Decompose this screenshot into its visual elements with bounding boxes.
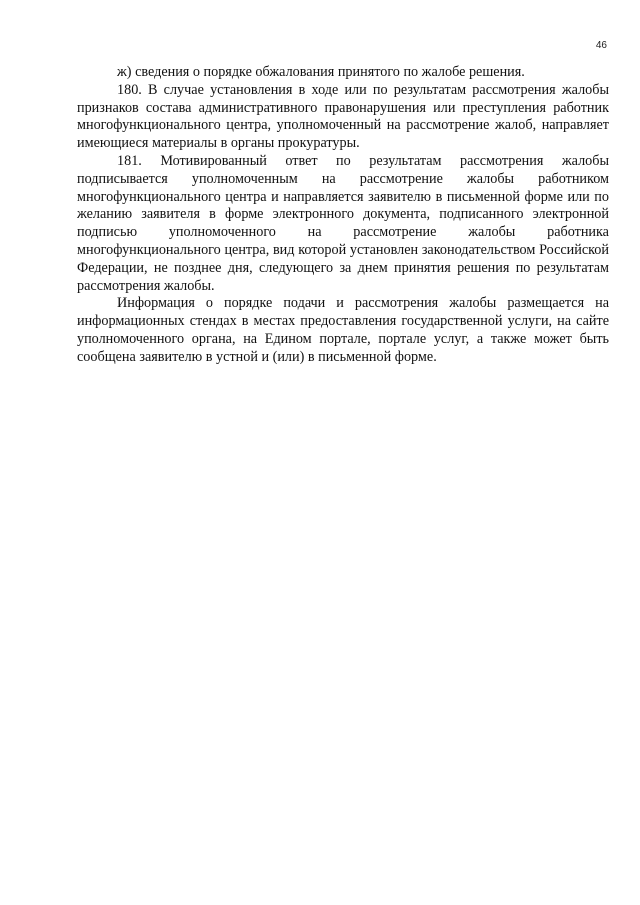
paragraph-information-placement: Информация о порядке подачи и рассмотрения жалобы размещается на информационных стендах в местах предоставления государственной услуги, на сайте уполномоченного органа, на Едином портале, портале услуг, а также может быть сообщена заявителю в устной и (или) в письменной форме. — [77, 295, 609, 365]
document-body — [77, 64, 609, 367]
paragraph-appeal-procedure-info: ж) сведения о порядке обжалования принятого по жалобе решения. — [117, 64, 525, 80]
page-number: 46 — [595, 40, 607, 51]
paragraph-180: 180. В случае установления в ходе или по результатам рассмотрения жалобы признаков состава административного правонарушения или преступления работник многофункционального центра, уполномоченный на рассмотрение жалоб, направляет имеющиеся материалы в органы прокуратуры. — [77, 81, 609, 152]
paragraph-181: 181. Мотивированный ответ по результатам рассмотрения жалобы подписывается уполномоченным на рассмотрение жалобы работником многофункционального центра и направляется заявителю в письменной форме или по желанию заявителя в форме электронного документа, подписанного электронной подписью уполномоченного на рассмотрение жалобы работника многофункционального центра, вид которой установлен законодательством Российской Федерации, не позднее дня, следующего за днем принятия решения по результатам рассмотрения жалобы. — [77, 152, 609, 294]
